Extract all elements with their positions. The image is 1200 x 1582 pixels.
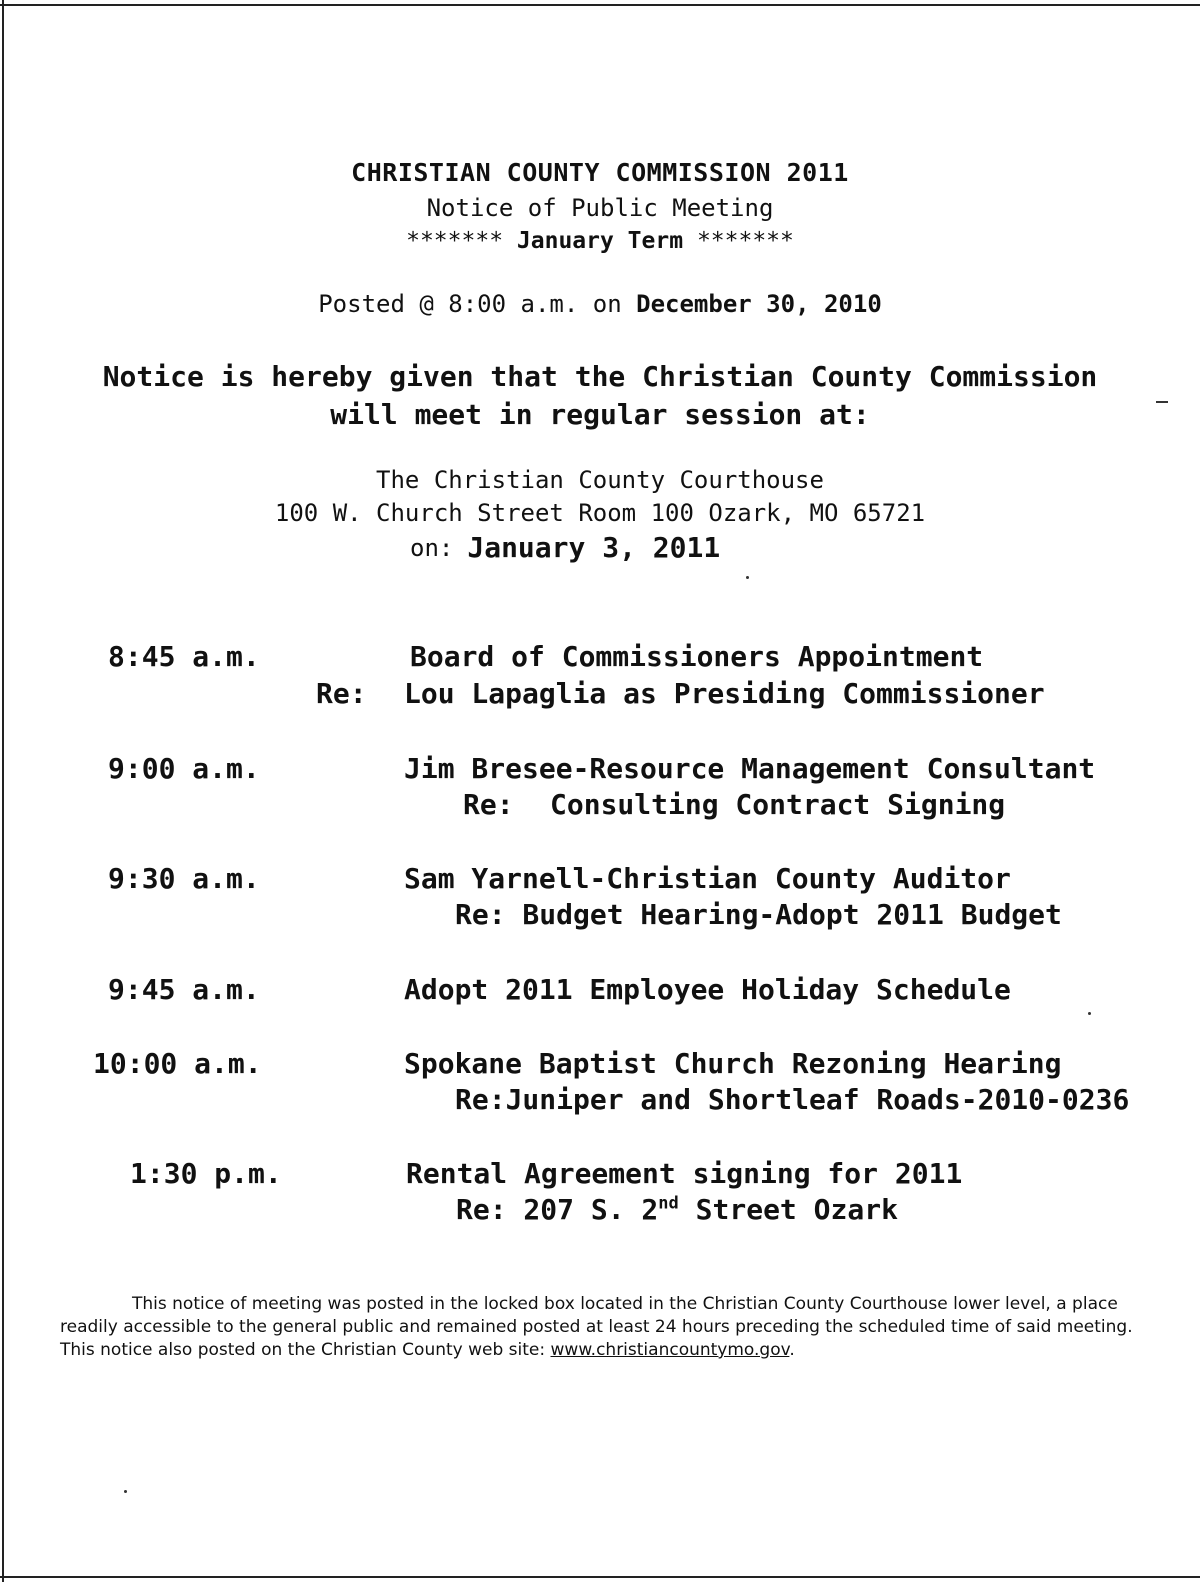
agenda-title: Sam Yarnell-Christian County Auditor [404,862,1011,895]
location-name: The Christian County Courthouse [376,466,824,494]
agenda-time: 8:45 a.m. [108,640,260,673]
agenda-re-prefix: Re: 207 S. 2 [456,1193,659,1226]
posted-date: December 30, 2010 [636,290,882,318]
agenda-re-suffix: Street Ozark [678,1193,898,1226]
posting-notice [60,1293,1160,1362]
notice-line-1: Notice is hereby given that the Christian County Commission [102,360,1098,393]
scan-speck [746,576,749,579]
page-border-top [0,4,1200,6]
page-border-bottom [0,1576,1200,1578]
agenda-title: Board of Commissioners Appointment [410,640,984,673]
agenda-re: Re: Budget Hearing-Adopt 2011 Budget [455,898,1062,931]
meeting-on-label: on: [410,534,454,562]
agenda-re: Lou Lapaglia as Presiding Commissioner [404,677,1045,710]
meeting-date-line [410,530,720,563]
agenda-time: 9:30 a.m. [108,862,260,895]
agenda-re-label: Re: [316,677,367,710]
document-title: CHRISTIAN COUNTY COMMISSION 2011 [351,158,849,187]
agenda-re [456,1193,898,1226]
meeting-date: January 3, 2011 [467,531,721,564]
term-stars-left: ******* [406,228,504,254]
agenda-title: Rental Agreement signing for 2011 [406,1157,963,1190]
posting-notice-text: This notice of meeting was posted in the locked box located in the Christian County Courthouse lower level, a place readily accessible to the general public and remained posted at least 24 hours preceding the scheduled time of said meeting. This notice also posted on the Christian County web site: [60,1294,1133,1360]
document-subtitle: Notice of Public Meeting [426,194,774,222]
notice-line-2: will meet in regular session at: [330,398,870,431]
scan-speck [1088,1012,1091,1015]
agenda-time: 9:45 a.m. [108,973,260,1006]
term-line [0,228,1200,254]
term-name: January Term [516,228,684,254]
agenda-title: Spokane Baptist Church Rezoning Hearing [404,1047,1062,1080]
agenda-title: Adopt 2011 Employee Holiday Schedule [404,973,1011,1006]
posted-line [0,290,1200,318]
agenda-re-superscript: nd [658,1193,679,1214]
term-stars-right: ******* [696,228,794,254]
posted-prefix: Posted @ 8:00 a.m. on [318,290,622,318]
agenda-time: 1:30 p.m. [130,1157,282,1190]
agenda-re-label: Re: [463,788,514,821]
agenda-re: Consulting Contract Signing [550,788,1006,821]
posting-notice-end: . [789,1340,795,1360]
agenda-re: Re:Juniper and Shortleaf Roads-2010-0236 [455,1083,1130,1116]
scan-speck [124,1490,127,1493]
margin-tick-mark [1156,401,1168,403]
website-link[interactable]: www.christiancountymo.gov [550,1340,790,1360]
agenda-time: 10:00 a.m. [93,1047,262,1080]
location-address: 100 W. Church Street Room 100 Ozark, MO 65721 [274,499,926,527]
agenda-time: 9:00 a.m. [108,752,260,785]
agenda-title: Jim Bresee-Resource Management Consultant [404,752,1096,785]
